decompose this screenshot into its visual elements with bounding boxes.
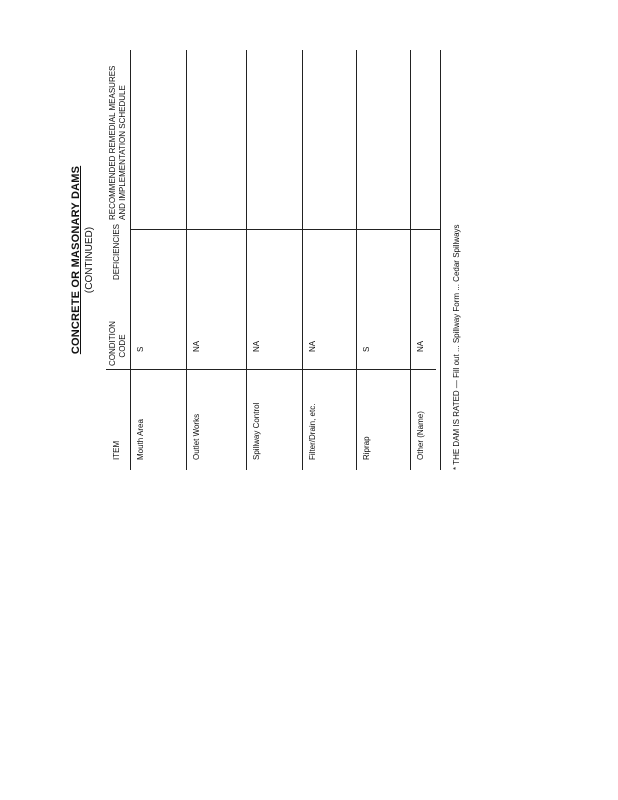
column-rule-2 [130, 229, 440, 230]
row-item: Mouth Area [136, 419, 145, 460]
column-rule-1 [106, 369, 436, 370]
title-block [70, 50, 95, 470]
row-item: Outlet Works [192, 413, 201, 460]
row-item: Filter/Drain, etc. [308, 403, 317, 460]
row-rule-2 [246, 50, 247, 470]
row-item: Riprap [362, 436, 371, 460]
rotated-page [50, 50, 520, 470]
row-item: Spillway Control [252, 402, 261, 460]
header-item: ITEM [112, 440, 121, 460]
row-code: NA [192, 340, 201, 352]
row-code: NA [252, 340, 261, 352]
page-subtitle: (CONTINUED) [84, 226, 95, 294]
row-code: S [362, 346, 371, 352]
header-rule [130, 50, 131, 470]
header-recommendations: RECOMMENDED REMEDIAL MEASURES AND IMPLEMENTATION SCHEDULE [108, 65, 127, 220]
header-condition-code: CONDITION CODE [108, 321, 127, 366]
header-deficiencies: DEFICIENCIES [112, 223, 121, 280]
row-code: NA [308, 340, 317, 352]
row-rule-6 [440, 50, 441, 470]
row-rule-3 [302, 50, 303, 470]
page-title: CONCRETE OR MASONARY DAMS [70, 165, 82, 355]
row-item: Other (Name) [416, 411, 425, 460]
row-code: S [136, 346, 145, 352]
row-rule-1 [186, 50, 187, 470]
row-code: NA [416, 340, 425, 352]
row-rule-4 [356, 50, 357, 470]
footnote: * THE DAM IS RATED — Fill out ... Spillway Form ... Cedar Spillways [452, 224, 461, 470]
inspection-table [106, 50, 446, 470]
row-rule-5 [410, 50, 411, 470]
